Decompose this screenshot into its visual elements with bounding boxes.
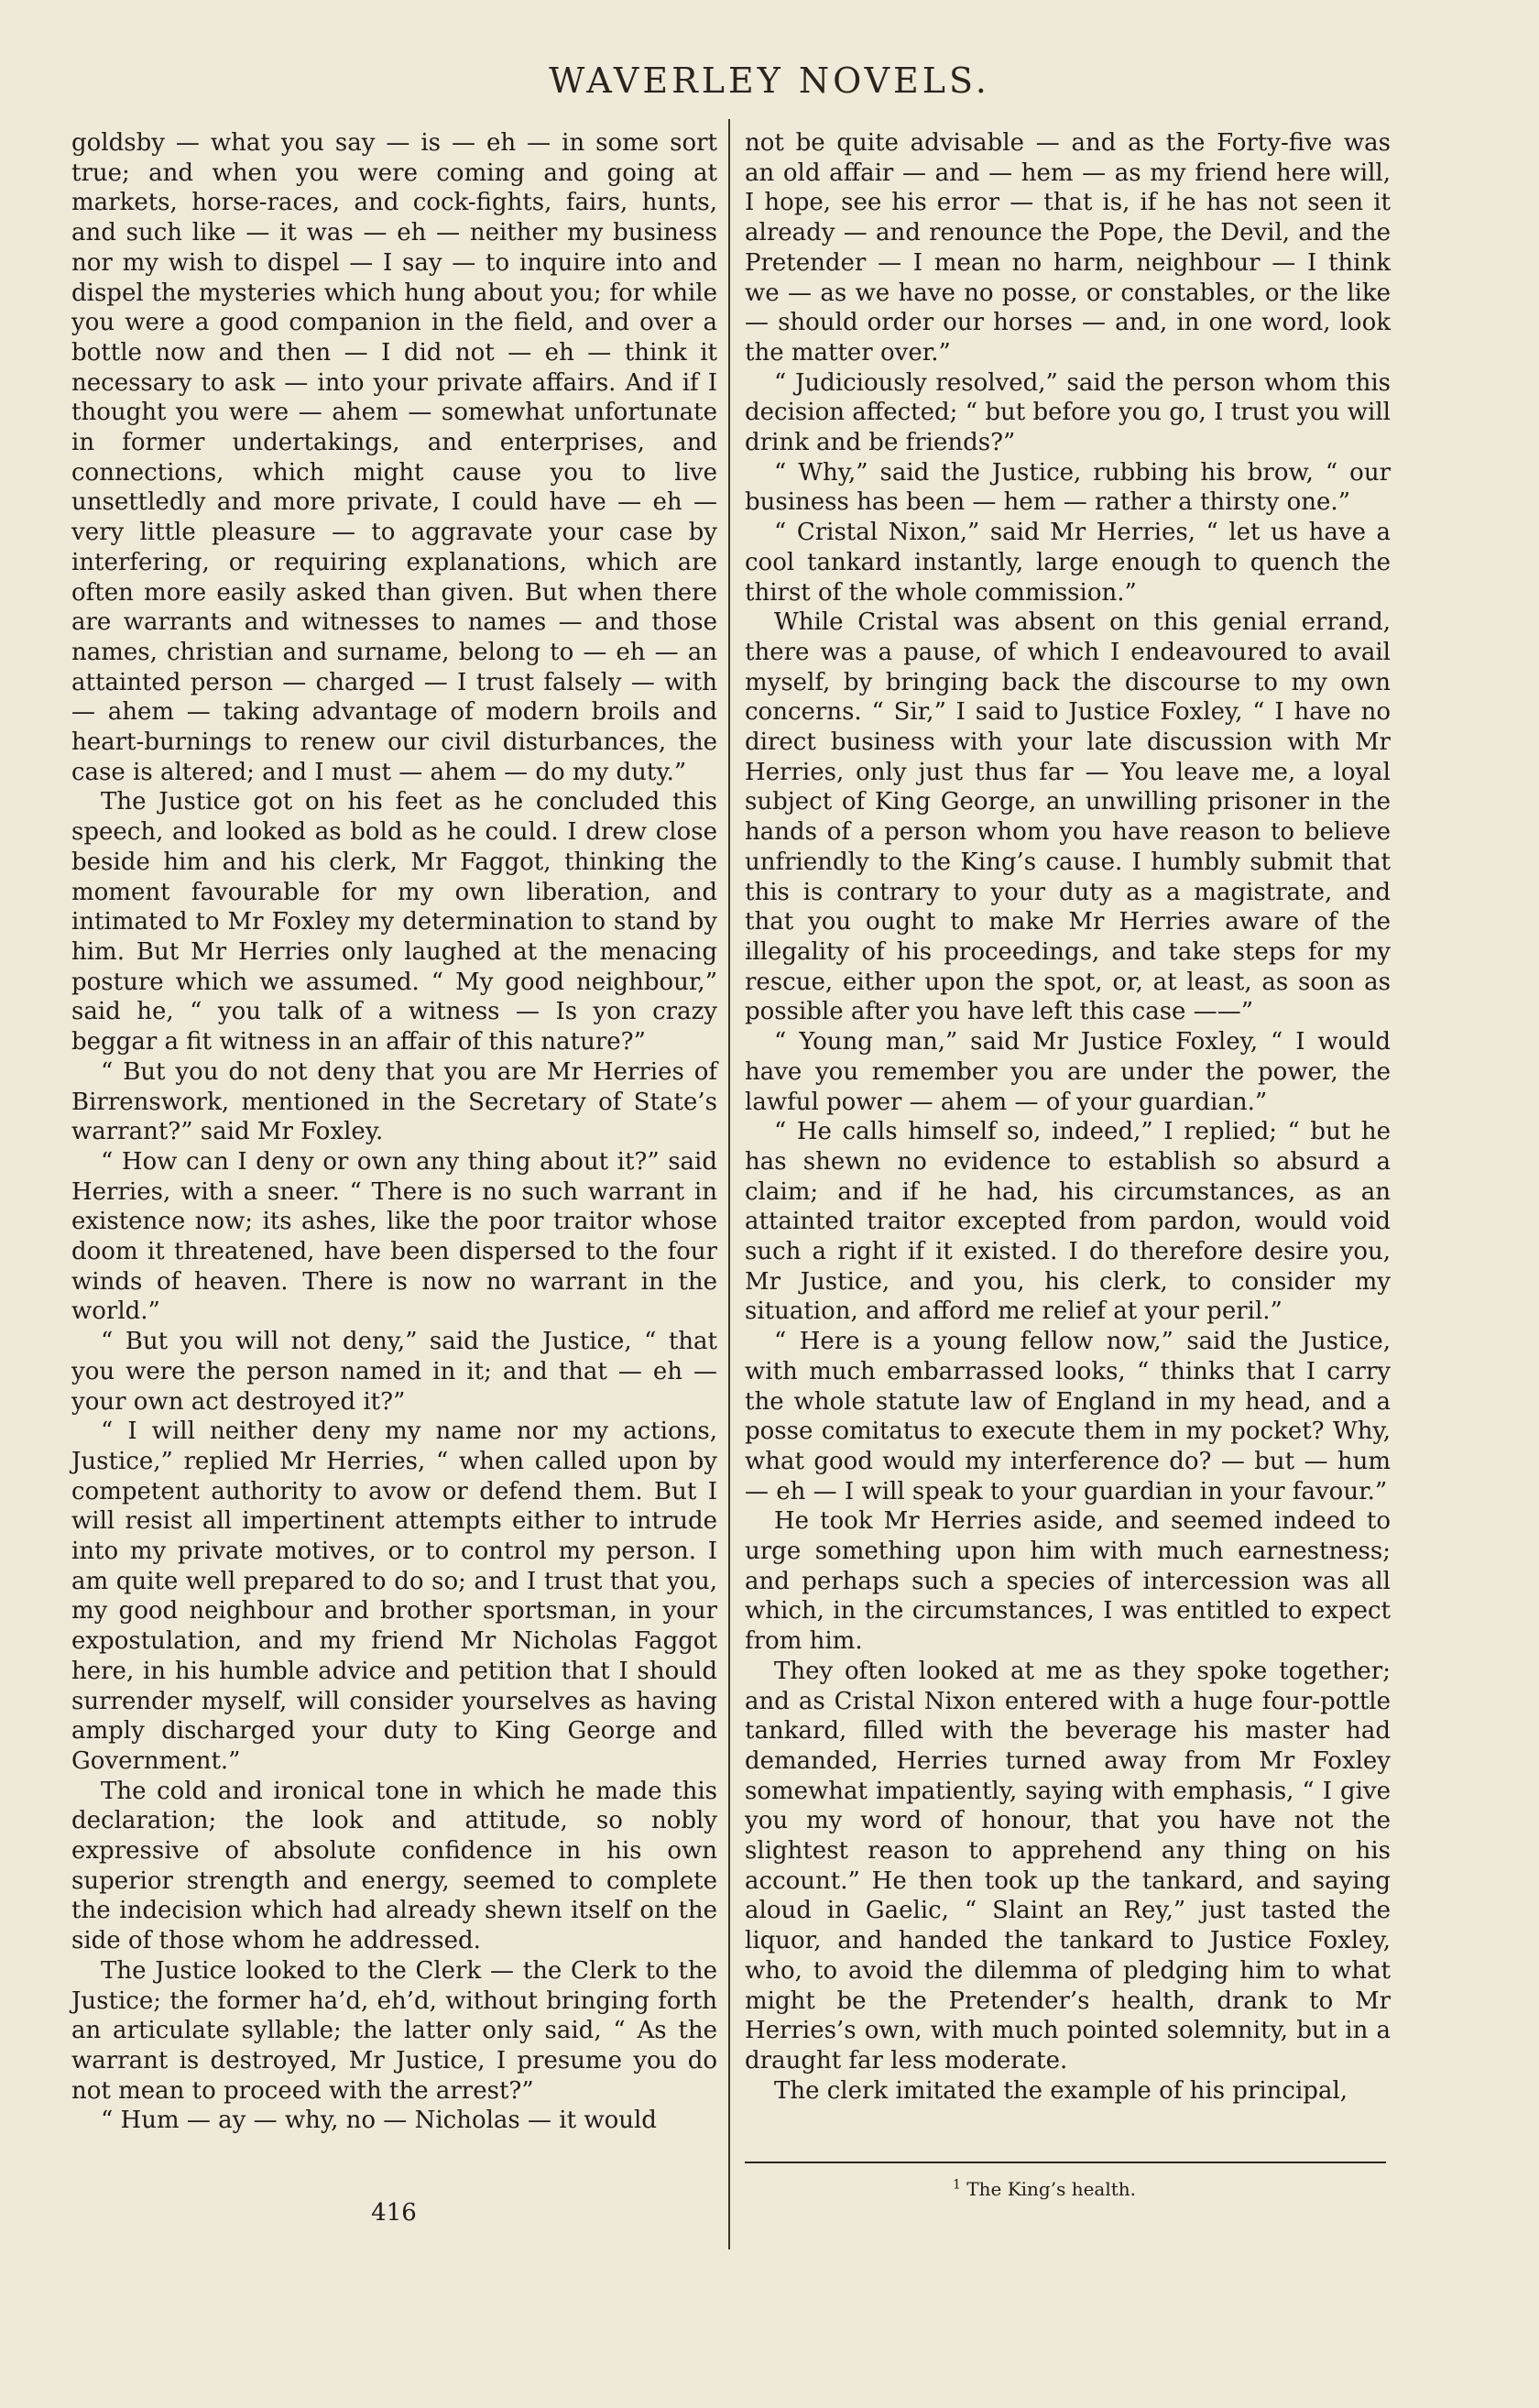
paragraph: “ Young man,” said Mr Justice Foxley, “ I would have you remember you are under the power, the lawful power — ahem — of your guardian.” <box>745 1028 1391 1116</box>
column-divider <box>728 119 730 2249</box>
right-column <box>745 128 1391 2106</box>
paragraph: not be quite advisable — and as the Forty-five was an old affair — and — hem — as my friend here will, I hope, see his error — that is, if he has not seen it already — and renounce the Pope, the Devil, and the Pretender — I mean no harm, neighbour — I think we — as we have no posse, or constables, or the like — should order our horses — and, in one word, look the matter over.” <box>745 129 1391 367</box>
paragraph: While Cristal was absent on this genial errand, there was a pause, of which I endeavoured to avail myself, by bringing back the discourse to my own concerns. “ Sir,” I said to Justice Foxley, “ I have no direct business with your late discussion with Mr Herries, only just thus far — You leave me, a loyal subject of King George, an unwilling prisoner in the hands of a person whom you have reason to believe unfriendly to the King’s cause. I humbly submit that this is contrary to your duty as a magistrate, and that you ought to make Mr Herries aware of the illegality of his proceedings, and take steps for my rescue, either upon the spot, or, at least, as soon as possible after you have left this case ——” <box>745 608 1391 1026</box>
paragraph: “ Hum — ay — why, no — Nicholas — it would <box>101 2107 657 2135</box>
paragraph: The cold and ironical tone in which he made this declaration; the look and attitude, so nobly expressive of absolute confidence in his own superior strength and energy, seemed to complete the indecision which had already shewn itself on the side of those whom he addressed. <box>71 1777 717 1955</box>
paragraph: The Justice got on his feet as he concluded this speech, and looked as bold as he could. I drew close beside him and his clerk, Mr Faggot, thinking the moment favourable for my own liberation, and intimated to Mr Foxley my determination to stand by him. But Mr Herries only laughed at the menacing posture which we assumed. “ My good neighbour,” said he, “ you talk of a witness — Is yon crazy beggar a fit witness in an affair of this nature?” <box>71 788 717 1056</box>
left-column <box>71 128 717 2136</box>
paragraph: “ He calls himself so, indeed,” I replied; “ but he has shewn no evidence to establish so absurd a claim; and if he had, his circumstances, as an attainted traitor excepted from pardon, would void such a right if it existed. I do therefore desire you, Mr Justice, and you, his clerk, to consider my situation, and afford me relief at your peril.” <box>745 1118 1391 1326</box>
paragraph: The clerk imitated the example of his principal, <box>774 2076 1348 2105</box>
paragraph: He took Mr Herries aside, and seemed indeed to urge something upon him with much earnestness; and perhaps such a species of intercession was all which, in the circumstances, I was entitled to expect from him. <box>745 1507 1391 1656</box>
paragraph: The Justice looked to the Clerk — the Clerk to the Justice; the former ha’d, eh’d, without bringing forth an articulate syllable; the latter only said, “ As the warrant is destroyed, Mr Justice, I presume you do not mean to proceed with the arrest?” <box>71 1956 717 2105</box>
page-number: 416 <box>371 2199 417 2227</box>
footnote-text: The King’s health. <box>966 2178 1137 2200</box>
paragraph: “ But you will not deny,” said the Justice, “ that you were the person named in it; and that — eh — your own act destroyed it?” <box>71 1328 717 1416</box>
paragraph: “ Cristal Nixon,” said Mr Herries, “ let us have a cool tankard instantly, large enough to quench the thirst of the whole commission.” <box>745 519 1391 607</box>
paragraph: “ But you do not deny that you are Mr Herries of Birrenswork, mentioned in the Secretary of State’s warrant?” said Mr Foxley. <box>71 1057 717 1146</box>
footnote-marker: 1 <box>953 2177 961 2193</box>
running-header: WAVERLEY NOVELS. <box>549 60 990 101</box>
paragraph: goldsby — what you say — is — eh — in some sort true; and when you were coming and going at markets, horse-races, and cock-fights, fairs, hunts, and such like — it was — eh — neither my business nor my wish to dispel — I say — to inquire into and dispel the mysteries which hung about you; for while you were a good companion in the field, and over a bottle now and then — I did not — eh — think it necessary to ask — into your private affairs. And if I thought you were — ahem — somewhat unfortunate in former undertakings, and enterprises, and connections, which might cause you to live unsettledly and more private, I could have — eh — very little pleasure — to aggravate your case by interfering, or requiring explanations, which are often more easily asked than given. But when there are warrants and witnesses to names — and those names, christian and surname, belong to — eh — an attainted person — charged — I trust falsely — with — ahem — taking advantage of modern broils and heart-burnings to renew our civil disturbances, the case is altered; and I must — ahem — do my duty.” <box>71 129 717 786</box>
paragraph: “ I will neither deny my name nor my actions, Justice,” replied Mr Herries, “ when called upon by competent authority to avow or defend them. But I will resist all impertinent attempts either to intrude into my private motives, or to control my person. I am quite well prepared to do so; and I trust that you, my good neighbour and brother sportsman, in your expostulation, and my friend Mr Nicholas Faggot here, in his humble advice and petition that I should surrender myself, will consider yourselves as having amply discharged your duty to King George and Government.” <box>71 1417 717 1775</box>
paragraph: They often looked at me as they spoke together; and as Cristal Nixon entered with a huge four-pottle tankard, filled with the beverage his master had demanded, Herries turned away from Mr Foxley somewhat impatiently, saying with emphasis, “ I give you my word of honour, that you have not the slightest reason to apprehend any thing on his account.” He then took up the tankard, and saying aloud in Gaelic, “ Slaint an Rey,” just tasted the liquor, and handed the tankard to Justice Foxley, who, to avoid the dilemma of pledging him to what might be the Pretender’s health, drank to Mr Herries’s own, with much pointed solemnity, but in a draught far less moderate. <box>745 1657 1391 2074</box>
paragraph: “ How can I deny or own any thing about it?” said Herries, with a sneer. “ There is no such warrant in existence now; its ashes, like the poor traitor whose doom it threatened, have been dispersed to the four winds of heaven. There is now no warrant in the world.” <box>71 1147 717 1326</box>
paragraph: “ Here is a young fellow now,” said the Justice, with much embarrassed looks, “ thinks that I carry the whole statute law of England in my head, and a posse comitatus to execute them in my pocket? Why, what good would my interference do? — but — hum — eh — I will speak to your guardian in your favour.” <box>745 1328 1391 1505</box>
paragraph: “ Why,” said the Justice, rubbing his brow, “ our business has been — hem — rather a thirsty one.” <box>745 458 1391 517</box>
paragraph: “ Judiciously resolved,” said the person whom this decision affected; “ but before you go, I trust you will drink and be friends?” <box>745 368 1391 457</box>
footnote <box>953 2177 1319 2201</box>
footnote-rule <box>745 2162 1386 2163</box>
